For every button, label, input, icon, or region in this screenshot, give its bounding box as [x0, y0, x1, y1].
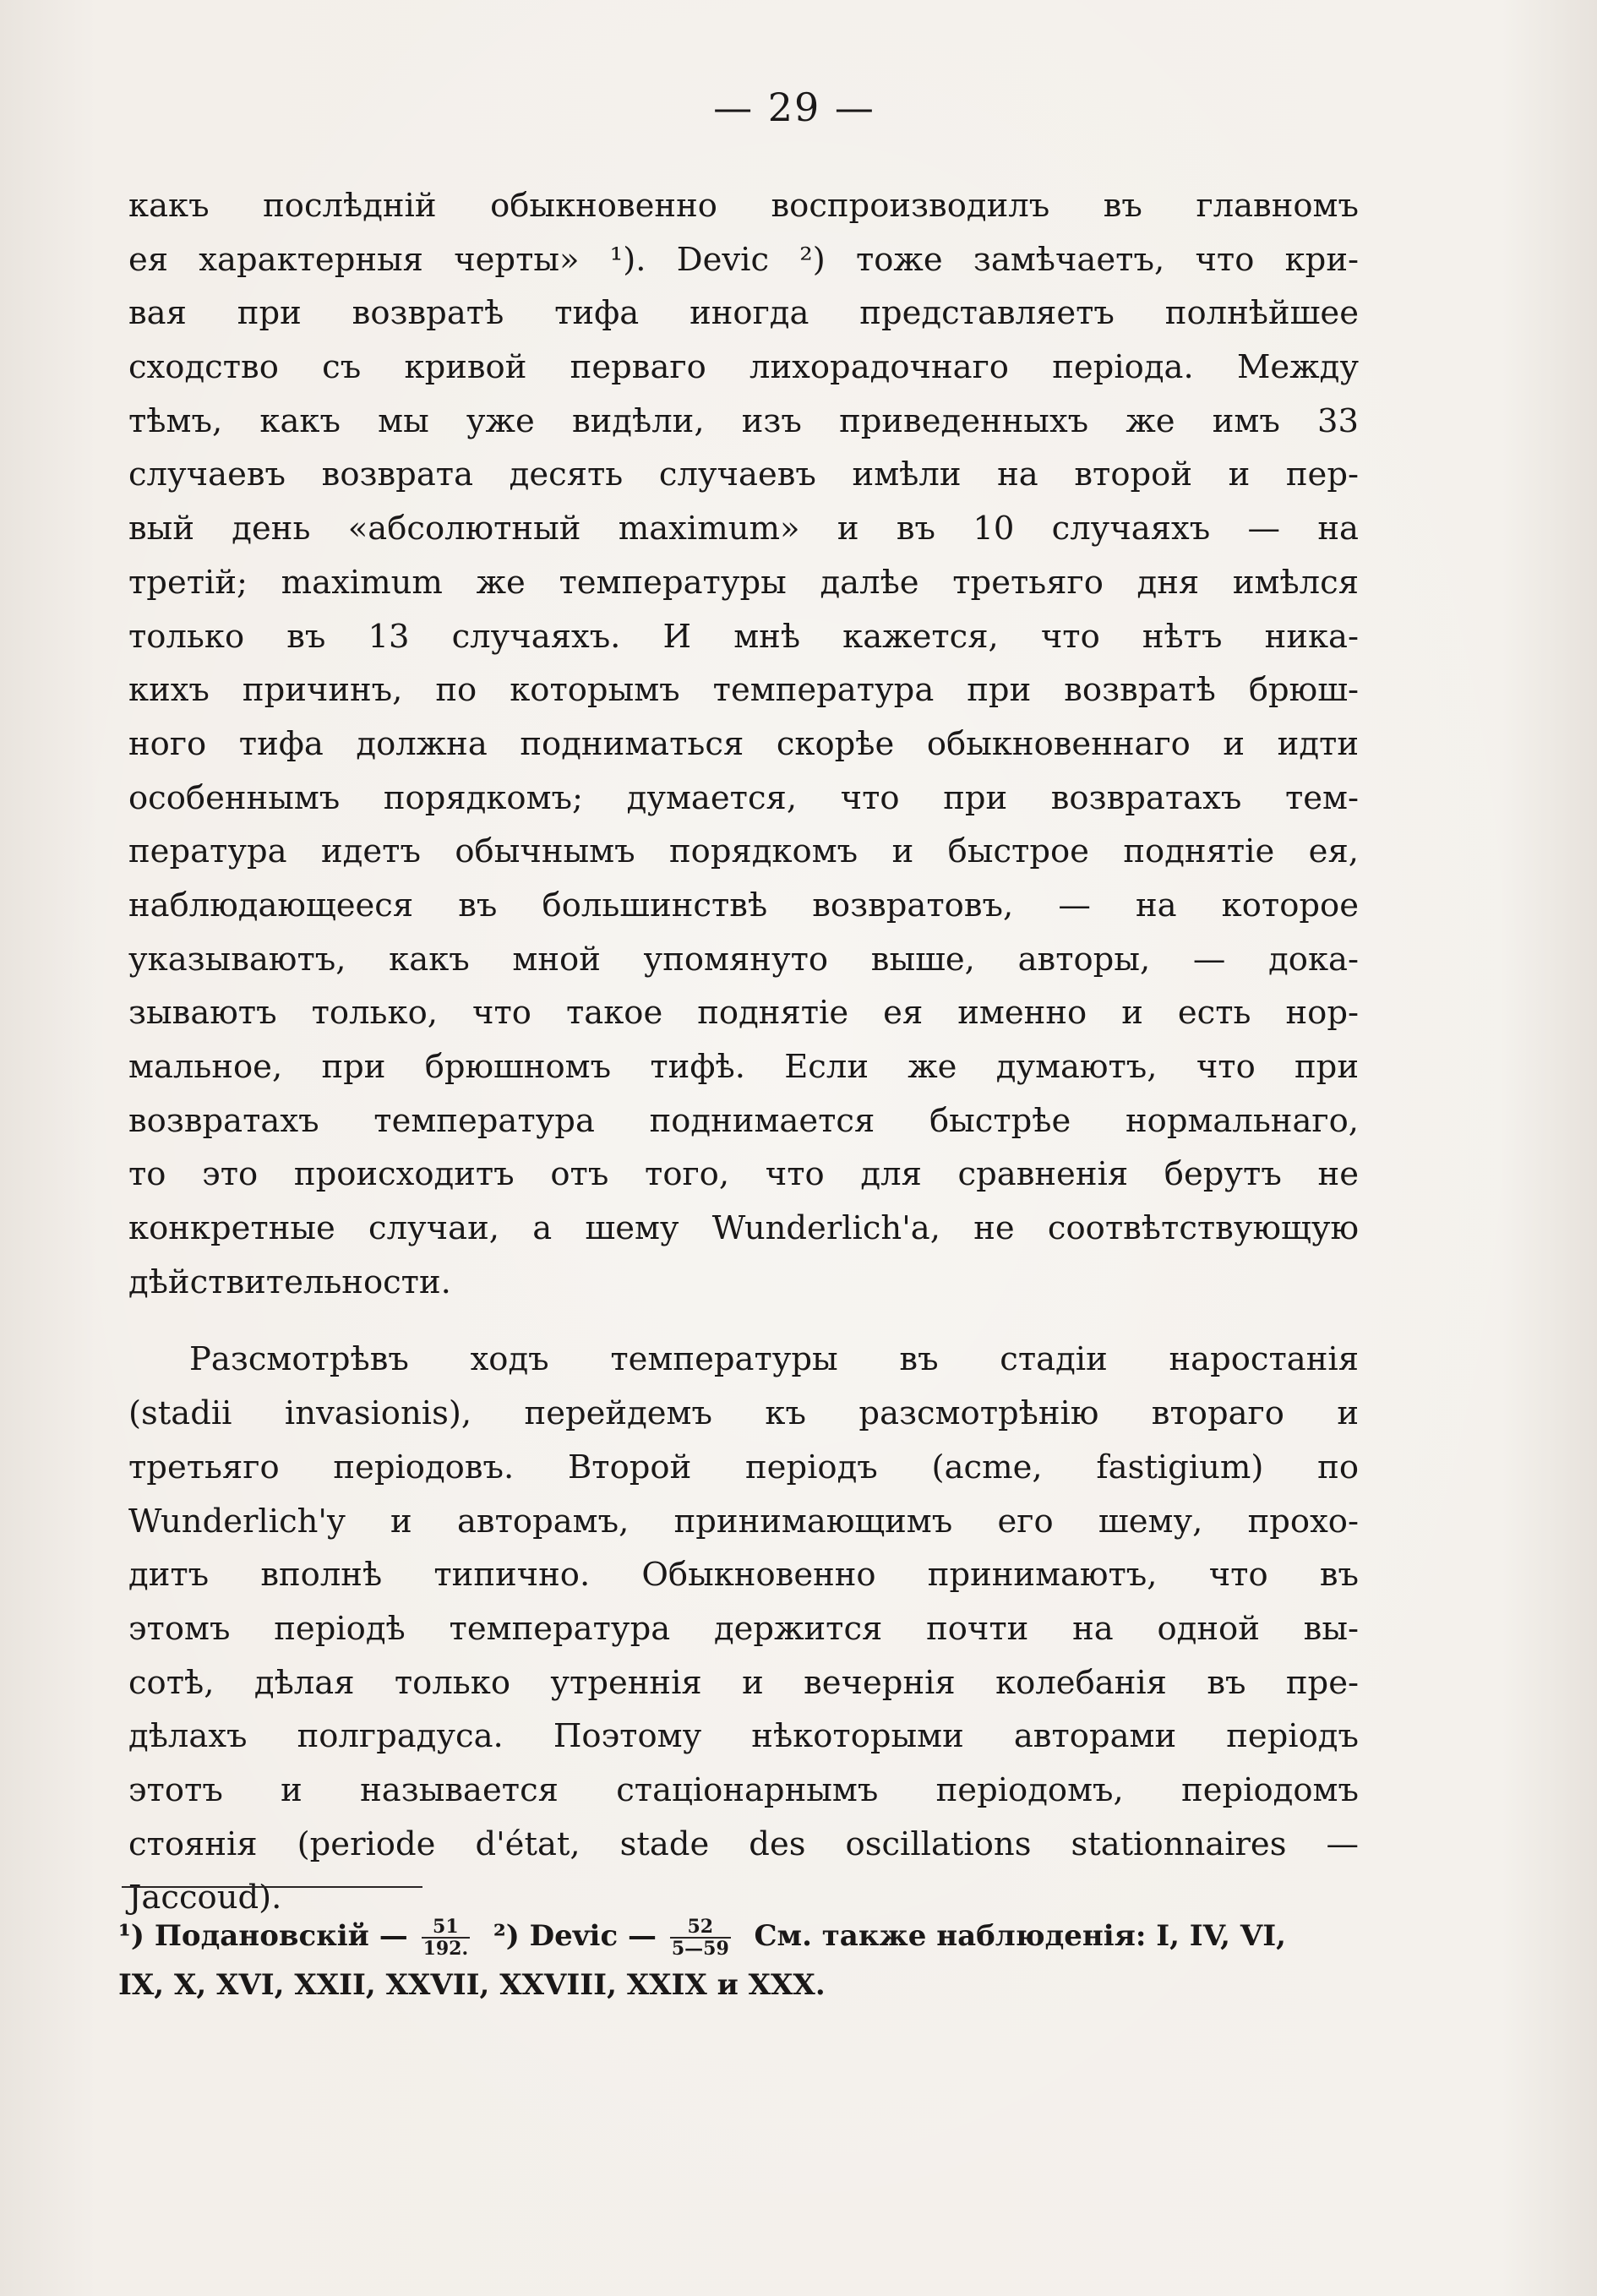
text-line: этотъ и называется стаціонарнымъ періодомъ, періодомъ [128, 1770, 1359, 1809]
text-line: то это происходитъ отъ того, что для сравненія берутъ не [128, 1155, 1359, 1194]
paragraph-gap [128, 1309, 1359, 1333]
text-line: случаевъ возврата десять случаевъ имѣли на второй и пер- [128, 455, 1359, 494]
text-line: (stadii invasionis), перейдемъ къ разсмотрѣнію втораго и [128, 1394, 1359, 1433]
footnote-2-denominator: 5—59 [671, 1938, 729, 1960]
text-line: зываютъ только, что такое поднятіе ея именно и есть нор- [128, 994, 1359, 1033]
text-line: пература идетъ обычнымъ порядкомъ и быстрое поднятіе ея, [128, 832, 1359, 871]
text-line: ного тифа должна подниматься скорѣе обыкновеннаго и идти [128, 724, 1359, 763]
footnote-1-author: Подановскій — [154, 1919, 408, 1953]
text-line: ея характерныя черты» ¹). Devic ²) тоже замѣчаетъ, что кри- [128, 240, 1359, 279]
text-line: Wunderlich'y и авторамъ, принимающимъ его шему, прохо- [128, 1502, 1359, 1541]
text-line: Разсмотрѣвъ ходъ температуры въ стадіи наростанія [189, 1340, 1359, 1379]
text-line: дѣлахъ полградуса. Поэтому нѣкоторыми авторами періодъ [128, 1717, 1359, 1756]
text-line: возвратахъ температура поднимается быстрѣе нормальнаго, [128, 1101, 1359, 1140]
text-line: конкретные случаи, а шему Wunderlich'a, не соотвѣтствующую [128, 1209, 1359, 1248]
text-line: мальное, при брюшномъ тифѣ. Если же думаютъ, что при [128, 1048, 1359, 1086]
footnotes [118, 1912, 1360, 2010]
text-line: тѣмъ, какъ мы уже видѣли, изъ приведенныхъ же имъ 33 [128, 401, 1359, 440]
text-line: дѣйствительности. [128, 1263, 451, 1301]
text-line: стоянія (periode d'état, stade des oscillations stationnaires — [128, 1824, 1359, 1863]
text-line: только въ 13 случаяхъ. И мнѣ кажется, что нѣтъ ника- [128, 617, 1359, 656]
text-line: этомъ періодѣ температура держится почти на одной вы- [128, 1609, 1359, 1648]
footnote-rule [122, 1886, 422, 1888]
text-line: третьяго періодовъ. Второй періодъ (acme, fastigium) по [128, 1448, 1359, 1486]
footnote-2-numerator: 52 [670, 1917, 731, 1939]
text-line: вый день «абсолютный maximum» и въ 10 случаяхъ — на [128, 510, 1359, 548]
footnote-line-1 [118, 1912, 1360, 1961]
footnote-see-also: См. также наблюденія: I, IV, VI, [754, 1919, 1286, 1953]
text-line: вая при возвратѣ тифа иногда представляетъ полнѣйшее [128, 294, 1359, 333]
main-text [128, 179, 1359, 1925]
text-line: третій; maximum же температуры далѣе третьяго дня имѣлся [128, 563, 1359, 602]
footnote-2-author: Devic — [529, 1919, 657, 1953]
footnote-1-fraction [422, 1917, 471, 1959]
text-line: сотѣ, дѣлая только утреннія и вечернія колебанія въ пре- [128, 1663, 1359, 1702]
text-line: сходство съ кривой перваго лихорадочнаго періода. Между [128, 348, 1359, 387]
footnote-1-marker: ¹) [118, 1919, 144, 1953]
text-line: наблюдающееся въ большинствѣ возвратовъ, — на которое [128, 886, 1359, 924]
text-line: особеннымъ порядкомъ; думается, что при возвратахъ тем- [128, 778, 1359, 817]
footnote-2-fraction [670, 1917, 731, 1959]
text-line: дитъ вполнѣ типично. Обыкновенно принимаютъ, что въ [128, 1556, 1359, 1595]
text-line: Jaccoud). [128, 1879, 282, 1917]
footnote-line-2: IX, X, XVI, XXII, XXVII, XXVIII, XXIX и XXX. [118, 1968, 826, 2002]
page-number: — 29 — [713, 85, 875, 130]
footnote-1-numerator: 51 [422, 1917, 471, 1939]
text-line: указываютъ, какъ мной упомянуто выше, авторы, — дока- [128, 940, 1359, 979]
footnote-1-denominator: 192. [422, 1938, 469, 1960]
footnote-2-marker: ²) [493, 1919, 520, 1953]
text-line: какъ послѣдній обыкновенно воспроизводилъ въ главномъ [128, 187, 1359, 225]
text-line: кихъ причинъ, по которымъ температура при возвратѣ брюш- [128, 671, 1359, 710]
